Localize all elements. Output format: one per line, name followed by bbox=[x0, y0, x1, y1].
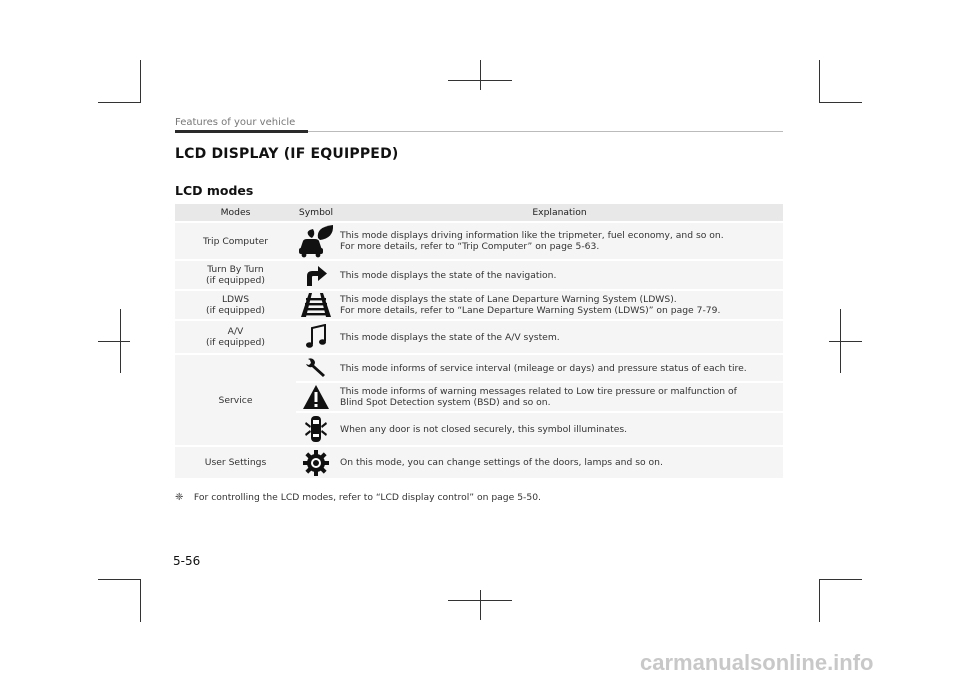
crop-mark bbox=[819, 579, 862, 580]
symbol-cell bbox=[296, 290, 336, 320]
table-row bbox=[175, 354, 783, 382]
symbol-cell bbox=[296, 412, 336, 446]
explanation-cell bbox=[336, 446, 783, 478]
explanation-line: For more details, refer to “Trip Computer” on page 5-63. bbox=[340, 241, 600, 252]
symbol-cell bbox=[296, 260, 336, 290]
mode-cell bbox=[175, 260, 296, 290]
mode-name: Trip Computer bbox=[202, 235, 268, 247]
table-row bbox=[175, 260, 783, 290]
warning-triangle-icon bbox=[302, 384, 330, 410]
page-title: LCD DISPLAY (IF EQUIPPED) bbox=[175, 146, 399, 162]
mode-qualifier: (if equipped) bbox=[206, 275, 265, 286]
mode-cell bbox=[175, 320, 296, 354]
crop-mark bbox=[448, 600, 512, 601]
mode-cell bbox=[175, 446, 296, 478]
symbol-cell bbox=[296, 320, 336, 354]
mode-cell bbox=[175, 290, 296, 320]
crop-mark bbox=[819, 102, 862, 103]
gear-icon bbox=[303, 450, 329, 476]
mode-name: User Settings bbox=[204, 457, 267, 468]
wrench-icon bbox=[305, 357, 327, 379]
symbol-cell bbox=[296, 382, 336, 412]
section-label: Features of your vehicle bbox=[175, 117, 296, 128]
eco-car-leaf-icon bbox=[298, 224, 334, 258]
footnote-text: For controlling the LCD modes, refer to “LCD display control” on page 5-50. bbox=[193, 492, 541, 503]
crop-mark bbox=[98, 341, 130, 342]
explanation-line: This mode displays the state of the navigation. bbox=[340, 269, 557, 281]
crop-mark bbox=[140, 579, 141, 622]
column-header-symbol: Symbol bbox=[296, 204, 336, 222]
section-rule bbox=[175, 130, 308, 133]
crop-mark bbox=[819, 579, 820, 622]
column-header-explanation: Explanation bbox=[336, 204, 783, 222]
explanation-line: This mode informs of warning messages related to Low tire pressure or malfunction of bbox=[340, 386, 737, 397]
explanation-line: On this mode, you can change settings of the doors, lamps and so on. bbox=[340, 457, 663, 468]
mode-name: A/V bbox=[227, 326, 244, 337]
crop-mark bbox=[448, 80, 512, 81]
crop-mark bbox=[819, 60, 820, 103]
explanation-line: This mode displays the state of the A/V system. bbox=[340, 331, 560, 343]
lane-departure-icon bbox=[300, 292, 332, 318]
table-row bbox=[175, 320, 783, 354]
explanation-cell bbox=[336, 382, 783, 412]
explanation-cell bbox=[336, 290, 783, 320]
explanation-line: This mode displays driving information like the tripmeter, fuel economy, and so on. bbox=[340, 230, 724, 241]
mode-cell bbox=[175, 354, 296, 446]
explanation-cell bbox=[336, 412, 783, 446]
symbol-cell bbox=[296, 222, 336, 260]
crop-mark bbox=[140, 60, 141, 103]
crop-mark bbox=[98, 102, 141, 103]
explanation-line: When any door is not closed securely, this symbol illuminates. bbox=[340, 423, 628, 435]
mode-qualifier: (if equipped) bbox=[206, 305, 265, 316]
watermark: carmanualsonline.info bbox=[640, 650, 874, 675]
mode-qualifier: (if equipped) bbox=[206, 337, 265, 348]
mode-name: Service bbox=[218, 394, 253, 406]
lcd-modes-table bbox=[175, 204, 783, 478]
crop-mark bbox=[829, 341, 862, 342]
turn-arrow-icon bbox=[303, 263, 329, 287]
mode-name: LDWS bbox=[221, 294, 250, 305]
table-row bbox=[175, 222, 783, 260]
symbol-cell bbox=[296, 354, 336, 382]
explanation-cell bbox=[336, 320, 783, 354]
crop-mark bbox=[480, 590, 481, 620]
explanation-line: Blind Spot Detection system (BSD) and so on. bbox=[340, 397, 551, 408]
explanation-cell bbox=[336, 354, 783, 382]
section-subtitle: LCD modes bbox=[175, 183, 254, 198]
mode-cell bbox=[175, 222, 296, 260]
mode-name: Turn By Turn bbox=[207, 264, 264, 275]
footnote bbox=[175, 492, 541, 503]
table-row bbox=[175, 290, 783, 320]
crop-mark bbox=[98, 579, 141, 580]
table-row bbox=[175, 446, 783, 478]
column-header-modes: Modes bbox=[175, 204, 296, 222]
explanation-cell bbox=[336, 260, 783, 290]
page-number: 5-56 bbox=[173, 554, 201, 568]
music-note-icon bbox=[305, 324, 327, 350]
explanation-line: This mode informs of service interval (mileage or days) and pressure status of each tire. bbox=[340, 362, 747, 374]
explanation-cell bbox=[336, 222, 783, 260]
crop-mark bbox=[480, 60, 481, 90]
section-rule-thin bbox=[308, 131, 783, 132]
explanation-line: This mode displays the state of Lane Departure Warning System (LDWS). bbox=[340, 294, 677, 305]
footnote-mark: ❈ bbox=[175, 492, 184, 503]
symbol-cell bbox=[296, 446, 336, 478]
door-open-icon bbox=[303, 414, 329, 444]
explanation-line: For more details, refer to “Lane Departure Warning System (LDWS)” on page 7-79. bbox=[340, 305, 721, 316]
table-header-row bbox=[175, 204, 783, 222]
